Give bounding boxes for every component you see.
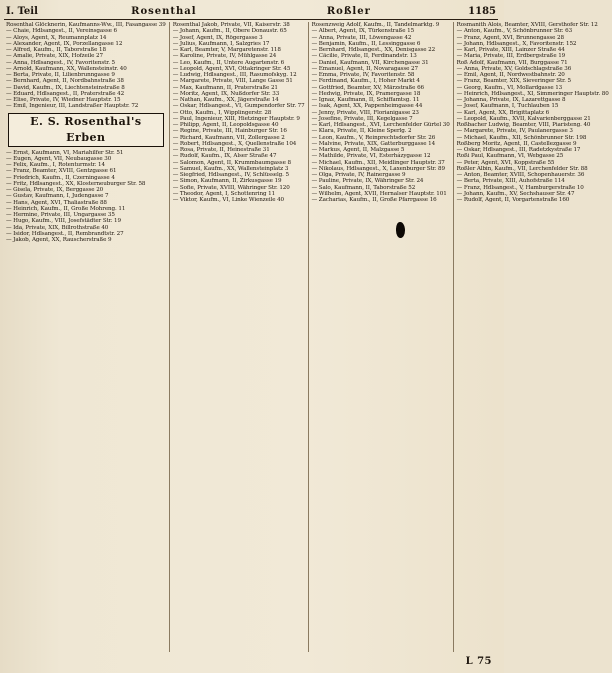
directory-entry: Rosenthal Jakob, Private, VII, Kaiserstr. 38 [172,22,290,28]
directory-entry: — Nathan, Kaufm., XX, Jägerstraße 14 [172,97,279,103]
directory-entry: — Karl, Hdlsangest., XVI, Lerchenfelder Gürtel 30 [311,122,450,128]
directory-entry: — Jenny, Private, VIII, Florianigasse 23 [311,109,419,116]
directory-entry: — Emma, Private, IV, Favoritenstr. 58 [311,72,415,78]
directory-entry: — Heinrich, Hdlsangest., XI, Simmeringer Hauptstr. 80 [456,90,609,97]
directory-entry: — Fritz, Hdlsangest., XX, Klosterneuburger Str. 58 [6,180,146,187]
directory-entry: — Leopold, Kaufm., XVII, Kalvarienberggasse 21 [456,115,591,122]
directory-entry: — Anton, Kaufm., V, Schönbrunner Str. 63 [456,28,573,35]
directory-entry: — Isak, Agent, XX, Pappenheimgasse 44 [311,103,423,110]
directory-entry: — Olga, Private, IV, Rainergasse 9 [311,172,406,178]
directory-entry: — Eugen, Agent, VII, Neubaugasse 30 [6,155,112,162]
directory-entry: — Heinrich, Kaufm., II, Große Mohreng. 11 [6,205,126,212]
directory-entry: — Julius, Kaufmann, I, Salzgries 17 [172,40,270,47]
directory-entry: — Johanna, Private, IX, Lazarettgasse 8 [456,97,566,103]
directory-entry: — David, Kaufm., IX, Liechtensteinstraße 8 [6,84,125,91]
directory-entry: — Ida, Private, XIX, Billrothstraße 40 [6,224,109,231]
directory-entry: — Berta, Private, XIII, Auhofstraße 114 [456,178,565,185]
directory-entry: — Salomon, Agent, II, Krummbaumgasse 8 [172,159,291,166]
directory-entry: — Gottfried, Beamter, XV, Märzstraße 66 [311,84,424,91]
directory-entry: — Josefine, Private, III, Kegelgasse 7 [311,115,413,122]
directory-entry: — Johann, Kaufm., II, Obere Donaustr. 65 [172,28,287,35]
directory-entry: Roßberg Moritz, Agent, II, Castellezgasse 9 [456,140,577,147]
directory-entry: — Benjamin, Kaufm., II, Lessinggasse 6 [311,40,421,47]
directory-entry: — Karl, Beamter, V, Margaretenstr. 118 [172,47,281,53]
directory-entry: — Regine, Private, III, Hainburger Str. 16 [172,128,287,135]
directory-entry: — Mathilde, Private, VI, Esterházygasse 12 [311,153,431,160]
header-rule [4,19,498,20]
directory-entry: — Pauline, Private, IX, Währinger Str. 24 [311,178,424,185]
advertisement-box: E. S. Rosenthal's Erben [8,113,164,147]
directory-entry: — Samuel, Kaufm., XX, Wallensteinplatz 3 [172,165,289,172]
directory-entry: — Karl, Agent, XX, Brigittaplatz 6 [456,109,550,116]
directory-entry: — Gustav, Kaufmann, I, Judengasse 7 [6,193,109,200]
directory-entry: — Franz, Beamter, XVIII, Gentzgasse 61 [6,168,117,175]
directory-entry: — Michael, Kaufm., XII, Meidlinger Hauptstr. 37 [311,159,445,166]
directory-entry: — Emil, Ingenieur, III, Landstraßer Hauptstr. 72 [6,103,139,110]
directory-entry: — Bernhard, Agent, II, Nordbahnstraße 38 [6,78,124,85]
directory-entry: — Johann, Hdlsangest., X, Favoritenstr. 152 [456,40,577,47]
directory-entry: — Cäcilie, Private, II, Ferdinandstr. 13 [311,53,417,60]
directory-entry: — Georg, Kaufm., VI, Mollardgasse 13 [456,84,563,91]
directory-entry: — Malvine, Private, XIX, Gatterburggasse 14 [311,140,436,147]
directory-entry: — Ignaz, Kaufmann, II, Schiffamtsg. 11 [311,97,420,103]
directory-entry: — Zacharias, Kaufm., II, Große Pfarrgasse 16 [311,197,437,203]
directory-entry: Roßler Albin, Kaufm., VII, Lerchenfelder Str. 88 [456,165,588,172]
directory-entry: — Rudolf, Kaufm., IX, Alser Straße 47 [172,153,277,160]
directory-entry: — Berta, Private, II, Lilienbrunngasse 9 [6,72,115,78]
directory-entry: — Paul, Ingenieur, XIII, Hietzinger Hauptstr. 9 [172,115,300,122]
directory-entry: Rosenzweig Adolf, Kaufm., II, Tandelmarktg. 9 [311,22,440,28]
directory-entry: — Oskar, Hdlsangest., III, Radetzkystraße 17 [456,147,581,153]
columns [4,22,609,652]
directory-entry: — Rosa, Private, II, Heinestraße 31 [172,147,270,153]
directory-entry: — Josef, Kaufmann, I, Tuchlauben 15 [456,103,559,110]
directory-entry: Roßi Paul, Kaufmann, VI, Webgasse 25 [456,153,564,160]
directory-entry: — Franz, Hdlsangest., V, Hamburgerstraße 10 [456,184,584,191]
directory-entry: — Anton, Beamter, XVIII, Schopenhauerstr. 36 [456,172,585,178]
directory-entry: — Sofie, Private, XVIII, Währinger Str. 120 [172,184,290,191]
directory-entry: — Moritz, Agent, IX, Nußdorfer Str. 33 [172,90,280,97]
column-3 [308,22,453,652]
directory-entry: — Franz, Beamter, XIX, Sieveringer Str. 5 [456,78,571,85]
directory-entry: — Anna, Private, XV, Goldschlagstraße 36 [456,65,572,72]
directory-entry: — Viktor, Kaufm., VI, Linke Wienzeile 40 [172,197,285,203]
directory-entry: — Alexander, Agent, IX, Porzellangasse 12 [6,40,123,47]
directory-entry: — Leo, Kaufm., II, Untere Augartenstr. 6 [172,59,285,66]
header-part-label: I. Teil [6,5,38,17]
directory-entry: — Siegfried, Hdlsangest., IV, Schlüsselg. 5 [172,172,289,178]
directory-entry: — Ferdinand, Kaufm., I, Hoher Markt 4 [311,78,420,85]
column-2 [169,22,308,652]
directory-entry: — Karoline, Private, IV, Mühlgasse 24 [172,53,277,60]
directory-entry: — Klara, Private, II, Kleine Sperlg. 2 [311,128,412,135]
directory-entry: — Philipp, Agent, II, Leopoldsgasse 40 [172,122,279,128]
page-footer-code: L 75 [465,656,492,667]
directory-entry: — Peter, Agent, XVI, Koppstraße 55 [456,159,555,166]
directory-entry: — Elise, Private, IV, Wiedner Hauptstr. 15 [6,97,121,103]
directory-entry: — Isidor, Hdlsangest., II, Rembrandtstr. 27 [6,230,124,237]
directory-entry: — Michael, Kaufm., XII, Schönbrunner Str. 198 [456,134,587,141]
directory-entry: — Wilhelm, Agent, XVII, Hernalser Hauptstr. 101 [311,190,447,197]
directory-entry: — Maria, Private, III, Erdbergstraße 19 [456,53,566,60]
directory-entry: — Johann, Kaufm., XV, Sechshauser Str. 47 [456,190,575,197]
directory-entry: — Emil, Agent, II, Nordwestbahnstr. 20 [456,72,565,78]
directory-entry: — Nikolaus, Hdlsangest., X, Laxenburger Str. 89 [311,165,445,172]
directory-entry: — Ernst, Kaufmann, VI, Mariahilfer Str. 51 [6,149,124,156]
directory-entry: — Theodor, Agent, I, Schottenring 11 [172,190,276,197]
directory-entry: — Aloys, Agent, X, Reumannplatz 14 [6,34,107,41]
directory-entry: — Bernhard, Hdlsangest., XX, Denisgasse 22 [311,47,436,53]
page-number: 1185 [468,5,496,17]
directory-entry: Roßbacher Ludwig, Beamter, VIII, Piaristeng. 40 [456,122,591,128]
directory-entry: — Felix, Kaufm., I, Rotenturmstr. 14 [6,162,105,168]
header-title-left: Rosenthal [131,5,197,17]
directory-entry: — Otto, Kaufm., I, Wipplingerstr. 28 [172,109,272,116]
page-header [6,2,496,20]
directory-entry: — Emanuel, Agent, II, Novaragasse 27 [311,65,418,72]
directory-entry: — Franz, Agent, XVI, Brunnengasse 28 [456,34,564,41]
directory-entry: Roß Adolf, Kaufmann, VII, Burggasse 71 [456,59,568,66]
header-title-right: Roßler [326,5,371,17]
directory-entry: — Josef, Agent, IX, Rögergasse 3 [172,34,263,41]
directory-entry: — Albert, Agent, IX, Türkenstraße 15 [311,28,415,35]
directory-entry: — Anna, Hdlsangest., IV, Favoritenstr. 5 [6,59,116,66]
column-4 [453,22,612,652]
column-1 [4,22,169,652]
directory-entry: Rosenthal Glöcknerin, Kaufmanns-Ww., III, Fasangasse 39 [6,22,166,28]
directory-entry: — Max, Kaufmann, II, Praterstraße 21 [172,84,278,91]
directory-entry: — Richard, Kaufmann, VII, Zollergasse 2 [172,134,285,141]
directory-entry: — Hermine, Private, III, Ungargasse 35 [6,212,115,218]
directory-entry: — Simon, Kaufmann, II, Zirkusgasse 19 [172,178,282,185]
directory-entry: — Jakob, Agent, XX, Rauscherstraße 9 [6,237,112,243]
directory-entry: — Karl, Private, XIII, Lainzer Straße 44 [456,47,565,53]
directory-entry: — Hedwig, Private, IX, Pramergasse 18 [311,90,421,97]
directory-entry: — Alfred, Kaufm., II, Taborstraße 18 [6,47,106,53]
directory-entry: — Friedrich, Kaufm., II, Czerningasse 4 [6,174,115,181]
directory-entry: — Leopold, Agent, XVI, Ottakringer Str. 45 [172,65,291,72]
directory-entry: — Margarete, Private, VIII, Lange Gasse 51 [172,78,293,85]
directory-entry: — Robert, Hdlsangest., X, Quellenstraße 104 [172,140,297,147]
directory-entry: — Amalie, Private, XIX, Hofzeile 27 [6,53,103,60]
directory-entry: — Salo, Kaufmann, II, Taborstraße 52 [311,184,416,191]
directory-entry: — Ludwig, Hdlsangest., III, Rasumofskyg. 12 [172,72,297,78]
directory-entry: — Margarete, Private, IV, Paulanergasse 3 [456,128,573,135]
directory-entry: — Hans, Agent, XVI, Thaliastraße 88 [6,199,107,206]
directory-entry: — Rudolf, Agent, II, Vorgartenstraße 160 [456,197,570,203]
directory-entry: — Leon, Kaufm., V, Reinprechtsdorfer Str. 26 [311,134,436,141]
directory-entry: — Oskar, Hdlsangest., VI, Gumpendorfer Str. 77 [172,103,305,110]
directory-entry: — Eduard, Hdlsangest., II, Praterstraße 42 [6,90,125,97]
directory-entry: — Gisela, Private, IX, Berggasse 20 [6,187,104,193]
directory-entry: — Chaie, Hdlsangest., II, Vereinsgasse 6 [6,28,118,35]
directory-entry: — Markus, Agent, II, Malzgasse 5 [311,147,405,153]
directory-entry: — Anna, Private, III, Löwengasse 42 [311,34,412,41]
directory-entry: — Daniel, Kaufmann, VII, Kirchengasse 31 [311,59,429,66]
header-running-titles [46,6,456,17]
directory-entry: — Arnold, Kaufmann, XX, Wallensteinstr. 40 [6,65,127,72]
directory-entry: Rosmanith Alois, Beamter, XVIII, Gersthofer Str. 12 [456,22,598,28]
ink-blot [396,222,405,238]
directory-entry: — Hugo, Kaufm., VIII, Josefstädter Str. 19 [6,218,121,225]
